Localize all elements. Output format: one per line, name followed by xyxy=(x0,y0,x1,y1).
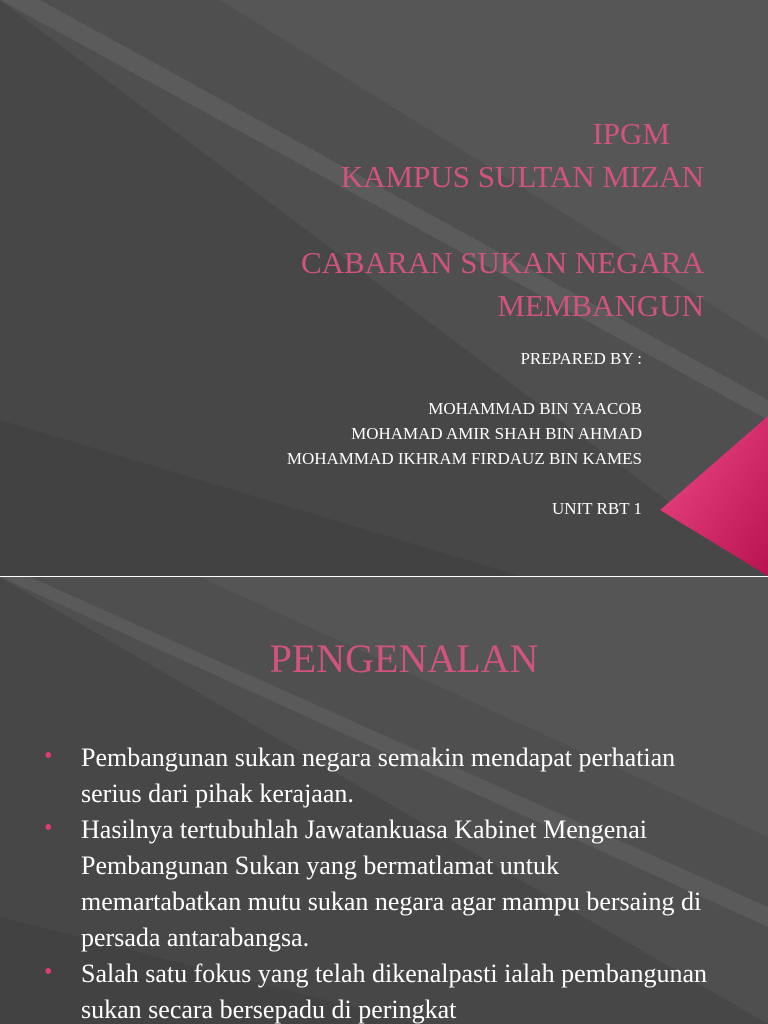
prepared-by-label: PREPARED BY : xyxy=(520,349,642,368)
slide-title xyxy=(301,112,704,327)
bullet-list xyxy=(40,740,720,1024)
list-item xyxy=(40,740,720,812)
author-info xyxy=(287,346,642,521)
bullet-text: Pembangunan sukan negara semakin mendapat perhatian serius dari pihak kerajaan. xyxy=(81,743,676,808)
intro-slide xyxy=(0,577,768,1024)
bullet-icon: • xyxy=(44,815,53,841)
author-name: MOHAMMAD BIN YAACOB xyxy=(428,399,642,418)
bullet-icon: • xyxy=(44,743,53,769)
title-line-ipgm: IPGM xyxy=(592,116,670,151)
list-item xyxy=(40,812,720,956)
unit-label: UNIT RBT 1 xyxy=(551,499,642,518)
bullet-icon: • xyxy=(44,959,53,985)
title-line-topic-2: MEMBANGUN xyxy=(497,288,704,323)
bullet-text: Hasilnya tertubuhlah Jawatankuasa Kabinet Mengenai Pembangunan Sukan yang bermatlamat untuk memartabatkan mutu sukan negara agar mampu bersaing di persada antarabangsa. xyxy=(81,815,702,952)
author-name: MOHAMAD AMIR SHAH BIN AHMAD xyxy=(351,424,642,443)
list-item xyxy=(40,956,720,1024)
title-line-topic: CABARAN SUKAN NEGARA xyxy=(300,245,704,280)
section-title: PENGENALAN xyxy=(269,636,539,681)
bullet-text: Salah satu fokus yang telah dikenalpasti ialah pembangunan sukan secara bersepadu di peringkat xyxy=(81,959,707,1024)
author-name: MOHAMMAD IKHRAM FIRDAUZ BIN KAMES xyxy=(286,449,642,468)
title-line-campus: KAMPUS SULTAN MIZAN xyxy=(340,159,704,194)
